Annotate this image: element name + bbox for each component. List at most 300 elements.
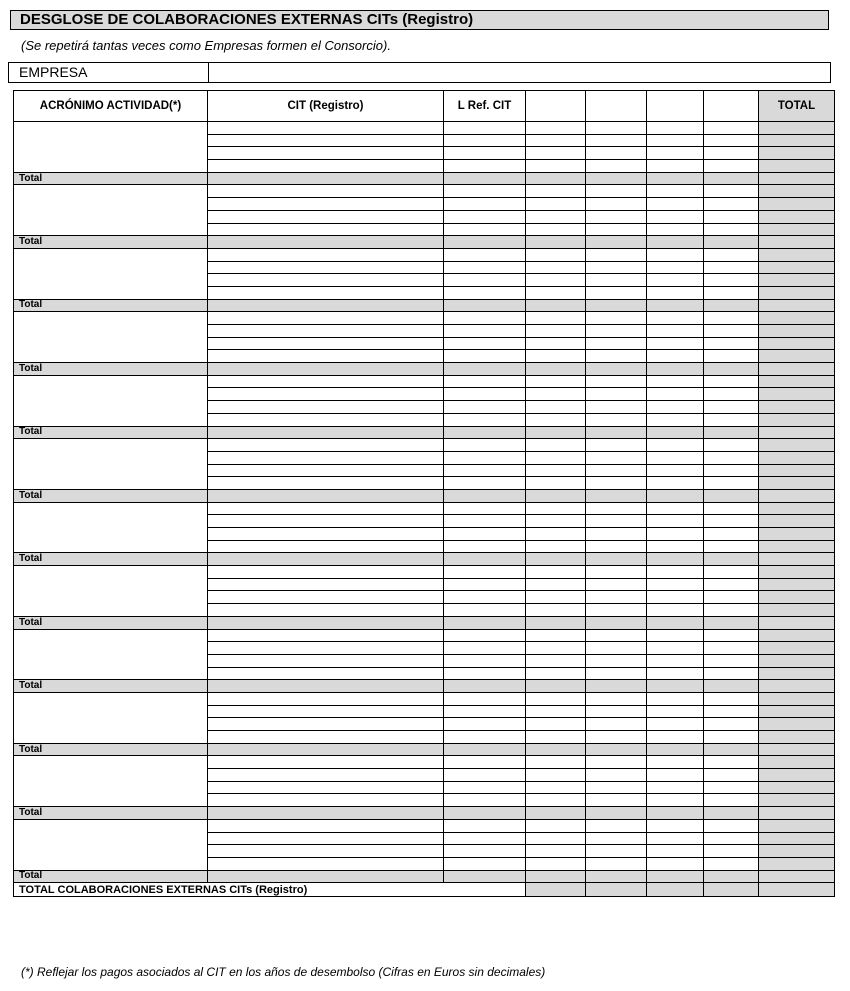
amount-cell[interactable] — [704, 705, 759, 718]
amount-cell[interactable] — [647, 325, 704, 338]
cit-cell[interactable] — [208, 325, 444, 338]
cit-cell[interactable] — [208, 654, 444, 667]
amount-cell[interactable] — [526, 248, 586, 261]
cit-cell[interactable] — [208, 604, 444, 617]
amount-cell[interactable] — [704, 629, 759, 642]
amount-cell[interactable] — [647, 629, 704, 642]
amount-cell[interactable] — [647, 439, 704, 452]
cit-cell[interactable] — [208, 198, 444, 211]
amount-cell[interactable] — [526, 705, 586, 718]
lref-cell[interactable] — [444, 540, 526, 553]
amount-cell[interactable] — [704, 642, 759, 655]
cit-cell[interactable] — [208, 286, 444, 299]
amount-cell[interactable] — [526, 654, 586, 667]
acronimo-cell[interactable] — [14, 439, 208, 490]
amount-cell[interactable] — [526, 210, 586, 223]
lref-cell[interactable] — [444, 692, 526, 705]
amount-cell[interactable] — [647, 667, 704, 680]
amount-cell[interactable] — [704, 198, 759, 211]
amount-cell[interactable] — [586, 731, 647, 744]
amount-cell[interactable] — [526, 642, 586, 655]
amount-cell[interactable] — [647, 388, 704, 401]
amount-cell[interactable] — [647, 451, 704, 464]
amount-cell[interactable] — [704, 134, 759, 147]
amount-cell[interactable] — [526, 857, 586, 870]
amount-cell[interactable] — [586, 401, 647, 414]
acronimo-cell[interactable] — [14, 566, 208, 617]
lref-cell[interactable] — [444, 857, 526, 870]
amount-cell[interactable] — [526, 160, 586, 173]
amount-cell[interactable] — [526, 261, 586, 274]
lref-cell[interactable] — [444, 248, 526, 261]
lref-cell[interactable] — [444, 667, 526, 680]
amount-cell[interactable] — [704, 604, 759, 617]
amount-cell[interactable] — [526, 147, 586, 160]
lref-cell[interactable] — [444, 832, 526, 845]
amount-cell[interactable] — [586, 756, 647, 769]
amount-cell[interactable] — [586, 413, 647, 426]
cit-cell[interactable] — [208, 857, 444, 870]
cit-cell[interactable] — [208, 451, 444, 464]
amount-cell[interactable] — [586, 515, 647, 528]
cit-cell[interactable] — [208, 261, 444, 274]
lref-cell[interactable] — [444, 642, 526, 655]
amount-cell[interactable] — [704, 464, 759, 477]
cit-cell[interactable] — [208, 845, 444, 858]
amount-cell[interactable] — [647, 248, 704, 261]
cit-cell[interactable] — [208, 210, 444, 223]
amount-cell[interactable] — [704, 223, 759, 236]
cit-cell[interactable] — [208, 312, 444, 325]
lref-cell[interactable] — [444, 122, 526, 135]
amount-cell[interactable] — [647, 274, 704, 287]
amount-cell[interactable] — [526, 832, 586, 845]
amount-cell[interactable] — [526, 337, 586, 350]
amount-cell[interactable] — [704, 325, 759, 338]
cit-cell[interactable] — [208, 692, 444, 705]
amount-cell[interactable] — [647, 718, 704, 731]
amount-cell[interactable] — [526, 134, 586, 147]
amount-cell[interactable] — [526, 819, 586, 832]
amount-cell[interactable] — [704, 819, 759, 832]
amount-cell[interactable] — [526, 667, 586, 680]
amount-cell[interactable] — [704, 654, 759, 667]
amount-cell[interactable] — [647, 502, 704, 515]
lref-cell[interactable] — [444, 528, 526, 541]
cit-cell[interactable] — [208, 160, 444, 173]
amount-cell[interactable] — [526, 604, 586, 617]
lref-cell[interactable] — [444, 147, 526, 160]
amount-cell[interactable] — [704, 832, 759, 845]
lref-cell[interactable] — [444, 210, 526, 223]
cit-cell[interactable] — [208, 134, 444, 147]
amount-cell[interactable] — [586, 642, 647, 655]
amount-cell[interactable] — [704, 781, 759, 794]
cit-cell[interactable] — [208, 731, 444, 744]
amount-cell[interactable] — [586, 566, 647, 579]
amount-cell[interactable] — [526, 464, 586, 477]
amount-cell[interactable] — [704, 248, 759, 261]
amount-cell[interactable] — [704, 857, 759, 870]
cit-cell[interactable] — [208, 464, 444, 477]
amount-cell[interactable] — [586, 274, 647, 287]
amount-cell[interactable] — [526, 528, 586, 541]
lref-cell[interactable] — [444, 731, 526, 744]
amount-cell[interactable] — [704, 185, 759, 198]
acronimo-cell[interactable] — [14, 248, 208, 299]
amount-cell[interactable] — [586, 604, 647, 617]
amount-cell[interactable] — [526, 515, 586, 528]
amount-cell[interactable] — [647, 375, 704, 388]
lref-cell[interactable] — [444, 464, 526, 477]
amount-cell[interactable] — [526, 502, 586, 515]
amount-cell[interactable] — [647, 122, 704, 135]
cit-cell[interactable] — [208, 375, 444, 388]
lref-cell[interactable] — [444, 413, 526, 426]
lref-cell[interactable] — [444, 794, 526, 807]
amount-cell[interactable] — [647, 705, 704, 718]
cit-cell[interactable] — [208, 769, 444, 782]
amount-cell[interactable] — [647, 692, 704, 705]
cit-cell[interactable] — [208, 477, 444, 490]
cit-cell[interactable] — [208, 248, 444, 261]
amount-cell[interactable] — [704, 756, 759, 769]
amount-cell[interactable] — [586, 210, 647, 223]
amount-cell[interactable] — [526, 629, 586, 642]
cit-cell[interactable] — [208, 705, 444, 718]
amount-cell[interactable] — [704, 274, 759, 287]
amount-cell[interactable] — [647, 198, 704, 211]
amount-cell[interactable] — [704, 375, 759, 388]
lref-cell[interactable] — [444, 654, 526, 667]
amount-cell[interactable] — [586, 160, 647, 173]
amount-cell[interactable] — [526, 731, 586, 744]
amount-cell[interactable] — [704, 769, 759, 782]
amount-cell[interactable] — [586, 451, 647, 464]
amount-cell[interactable] — [526, 692, 586, 705]
cit-cell[interactable] — [208, 122, 444, 135]
amount-cell[interactable] — [586, 794, 647, 807]
amount-cell[interactable] — [526, 274, 586, 287]
lref-cell[interactable] — [444, 566, 526, 579]
amount-cell[interactable] — [586, 464, 647, 477]
amount-cell[interactable] — [647, 147, 704, 160]
amount-cell[interactable] — [586, 477, 647, 490]
lref-cell[interactable] — [444, 845, 526, 858]
lref-cell[interactable] — [444, 261, 526, 274]
amount-cell[interactable] — [647, 223, 704, 236]
amount-cell[interactable] — [704, 350, 759, 363]
amount-cell[interactable] — [647, 845, 704, 858]
cit-cell[interactable] — [208, 185, 444, 198]
amount-cell[interactable] — [526, 781, 586, 794]
amount-cell[interactable] — [647, 312, 704, 325]
amount-cell[interactable] — [586, 261, 647, 274]
amount-cell[interactable] — [704, 578, 759, 591]
cit-cell[interactable] — [208, 832, 444, 845]
cit-cell[interactable] — [208, 223, 444, 236]
amount-cell[interactable] — [586, 769, 647, 782]
amount-cell[interactable] — [647, 731, 704, 744]
amount-cell[interactable] — [704, 845, 759, 858]
amount-cell[interactable] — [704, 477, 759, 490]
lref-cell[interactable] — [444, 604, 526, 617]
lref-cell[interactable] — [444, 134, 526, 147]
amount-cell[interactable] — [586, 134, 647, 147]
amount-cell[interactable] — [586, 705, 647, 718]
amount-cell[interactable] — [586, 325, 647, 338]
amount-cell[interactable] — [647, 185, 704, 198]
acronimo-cell[interactable] — [14, 629, 208, 680]
lref-cell[interactable] — [444, 185, 526, 198]
acronimo-cell[interactable] — [14, 756, 208, 807]
cit-cell[interactable] — [208, 515, 444, 528]
amount-cell[interactable] — [526, 591, 586, 604]
lref-cell[interactable] — [444, 705, 526, 718]
acronimo-cell[interactable] — [14, 185, 208, 236]
cit-cell[interactable] — [208, 274, 444, 287]
amount-cell[interactable] — [586, 147, 647, 160]
cit-cell[interactable] — [208, 566, 444, 579]
amount-cell[interactable] — [647, 654, 704, 667]
cit-cell[interactable] — [208, 540, 444, 553]
amount-cell[interactable] — [526, 413, 586, 426]
amount-cell[interactable] — [704, 515, 759, 528]
amount-cell[interactable] — [526, 451, 586, 464]
lref-cell[interactable] — [444, 439, 526, 452]
amount-cell[interactable] — [586, 654, 647, 667]
amount-cell[interactable] — [704, 388, 759, 401]
cit-cell[interactable] — [208, 413, 444, 426]
amount-cell[interactable] — [586, 857, 647, 870]
amount-cell[interactable] — [586, 185, 647, 198]
lref-cell[interactable] — [444, 274, 526, 287]
lref-cell[interactable] — [444, 388, 526, 401]
cit-cell[interactable] — [208, 350, 444, 363]
amount-cell[interactable] — [704, 160, 759, 173]
acronimo-cell[interactable] — [14, 122, 208, 173]
amount-cell[interactable] — [647, 528, 704, 541]
amount-cell[interactable] — [647, 578, 704, 591]
amount-cell[interactable] — [526, 198, 586, 211]
amount-cell[interactable] — [647, 413, 704, 426]
amount-cell[interactable] — [647, 604, 704, 617]
amount-cell[interactable] — [526, 375, 586, 388]
amount-cell[interactable] — [526, 185, 586, 198]
amount-cell[interactable] — [586, 286, 647, 299]
amount-cell[interactable] — [647, 857, 704, 870]
lref-cell[interactable] — [444, 591, 526, 604]
lref-cell[interactable] — [444, 515, 526, 528]
amount-cell[interactable] — [647, 134, 704, 147]
amount-cell[interactable] — [704, 312, 759, 325]
amount-cell[interactable] — [526, 578, 586, 591]
amount-cell[interactable] — [526, 439, 586, 452]
cit-cell[interactable] — [208, 718, 444, 731]
cit-cell[interactable] — [208, 578, 444, 591]
amount-cell[interactable] — [647, 642, 704, 655]
cit-cell[interactable] — [208, 502, 444, 515]
amount-cell[interactable] — [647, 515, 704, 528]
cit-cell[interactable] — [208, 781, 444, 794]
amount-cell[interactable] — [704, 261, 759, 274]
amount-cell[interactable] — [526, 401, 586, 414]
amount-cell[interactable] — [526, 122, 586, 135]
amount-cell[interactable] — [586, 591, 647, 604]
lref-cell[interactable] — [444, 769, 526, 782]
lref-cell[interactable] — [444, 502, 526, 515]
amount-cell[interactable] — [526, 477, 586, 490]
cit-cell[interactable] — [208, 629, 444, 642]
amount-cell[interactable] — [704, 122, 759, 135]
lref-cell[interactable] — [444, 781, 526, 794]
amount-cell[interactable] — [586, 528, 647, 541]
lref-cell[interactable] — [444, 350, 526, 363]
amount-cell[interactable] — [647, 832, 704, 845]
lref-cell[interactable] — [444, 312, 526, 325]
lref-cell[interactable] — [444, 477, 526, 490]
amount-cell[interactable] — [586, 578, 647, 591]
amount-cell[interactable] — [586, 819, 647, 832]
amount-cell[interactable] — [586, 388, 647, 401]
amount-cell[interactable] — [647, 286, 704, 299]
amount-cell[interactable] — [647, 769, 704, 782]
lref-cell[interactable] — [444, 756, 526, 769]
amount-cell[interactable] — [704, 692, 759, 705]
amount-cell[interactable] — [704, 147, 759, 160]
amount-cell[interactable] — [586, 718, 647, 731]
amount-cell[interactable] — [647, 591, 704, 604]
amount-cell[interactable] — [704, 540, 759, 553]
amount-cell[interactable] — [586, 629, 647, 642]
cit-cell[interactable] — [208, 667, 444, 680]
amount-cell[interactable] — [704, 401, 759, 414]
amount-cell[interactable] — [647, 756, 704, 769]
amount-cell[interactable] — [586, 312, 647, 325]
cit-cell[interactable] — [208, 401, 444, 414]
amount-cell[interactable] — [526, 312, 586, 325]
acronimo-cell[interactable] — [14, 312, 208, 363]
cit-cell[interactable] — [208, 439, 444, 452]
amount-cell[interactable] — [586, 540, 647, 553]
amount-cell[interactable] — [647, 160, 704, 173]
cit-cell[interactable] — [208, 642, 444, 655]
amount-cell[interactable] — [704, 413, 759, 426]
acronimo-cell[interactable] — [14, 502, 208, 553]
amount-cell[interactable] — [586, 223, 647, 236]
amount-cell[interactable] — [647, 794, 704, 807]
amount-cell[interactable] — [586, 845, 647, 858]
amount-cell[interactable] — [704, 718, 759, 731]
empresa-input[interactable] — [209, 63, 830, 82]
amount-cell[interactable] — [704, 566, 759, 579]
cit-cell[interactable] — [208, 756, 444, 769]
amount-cell[interactable] — [586, 832, 647, 845]
lref-cell[interactable] — [444, 325, 526, 338]
lref-cell[interactable] — [444, 451, 526, 464]
amount-cell[interactable] — [526, 718, 586, 731]
amount-cell[interactable] — [704, 667, 759, 680]
amount-cell[interactable] — [647, 401, 704, 414]
amount-cell[interactable] — [526, 350, 586, 363]
cit-cell[interactable] — [208, 794, 444, 807]
amount-cell[interactable] — [704, 794, 759, 807]
acronimo-cell[interactable] — [14, 375, 208, 426]
cit-cell[interactable] — [208, 819, 444, 832]
amount-cell[interactable] — [526, 845, 586, 858]
cit-cell[interactable] — [208, 337, 444, 350]
amount-cell[interactable] — [704, 591, 759, 604]
amount-cell[interactable] — [647, 464, 704, 477]
lref-cell[interactable] — [444, 401, 526, 414]
amount-cell[interactable] — [704, 286, 759, 299]
amount-cell[interactable] — [704, 337, 759, 350]
amount-cell[interactable] — [647, 210, 704, 223]
lref-cell[interactable] — [444, 578, 526, 591]
amount-cell[interactable] — [647, 337, 704, 350]
amount-cell[interactable] — [586, 122, 647, 135]
acronimo-cell[interactable] — [14, 692, 208, 743]
amount-cell[interactable] — [526, 566, 586, 579]
cit-cell[interactable] — [208, 528, 444, 541]
amount-cell[interactable] — [586, 337, 647, 350]
amount-cell[interactable] — [526, 286, 586, 299]
amount-cell[interactable] — [526, 769, 586, 782]
cit-cell[interactable] — [208, 388, 444, 401]
lref-cell[interactable] — [444, 337, 526, 350]
amount-cell[interactable] — [586, 781, 647, 794]
amount-cell[interactable] — [704, 210, 759, 223]
amount-cell[interactable] — [704, 502, 759, 515]
amount-cell[interactable] — [647, 781, 704, 794]
amount-cell[interactable] — [586, 375, 647, 388]
lref-cell[interactable] — [444, 223, 526, 236]
amount-cell[interactable] — [586, 667, 647, 680]
amount-cell[interactable] — [526, 388, 586, 401]
lref-cell[interactable] — [444, 375, 526, 388]
amount-cell[interactable] — [526, 540, 586, 553]
amount-cell[interactable] — [586, 439, 647, 452]
acronimo-cell[interactable] — [14, 819, 208, 870]
amount-cell[interactable] — [586, 248, 647, 261]
lref-cell[interactable] — [444, 718, 526, 731]
cit-cell[interactable] — [208, 147, 444, 160]
amount-cell[interactable] — [647, 540, 704, 553]
amount-cell[interactable] — [586, 198, 647, 211]
amount-cell[interactable] — [526, 756, 586, 769]
cit-cell[interactable] — [208, 591, 444, 604]
amount-cell[interactable] — [647, 350, 704, 363]
lref-cell[interactable] — [444, 286, 526, 299]
amount-cell[interactable] — [647, 819, 704, 832]
amount-cell[interactable] — [704, 439, 759, 452]
amount-cell[interactable] — [586, 692, 647, 705]
amount-cell[interactable] — [647, 477, 704, 490]
amount-cell[interactable] — [647, 261, 704, 274]
lref-cell[interactable] — [444, 819, 526, 832]
lref-cell[interactable] — [444, 198, 526, 211]
amount-cell[interactable] — [526, 325, 586, 338]
amount-cell[interactable] — [704, 528, 759, 541]
amount-cell[interactable] — [647, 566, 704, 579]
lref-cell[interactable] — [444, 160, 526, 173]
amount-cell[interactable] — [586, 502, 647, 515]
amount-cell[interactable] — [704, 451, 759, 464]
amount-cell[interactable] — [526, 223, 586, 236]
lref-cell[interactable] — [444, 629, 526, 642]
amount-cell[interactable] — [526, 794, 586, 807]
amount-cell[interactable] — [586, 350, 647, 363]
